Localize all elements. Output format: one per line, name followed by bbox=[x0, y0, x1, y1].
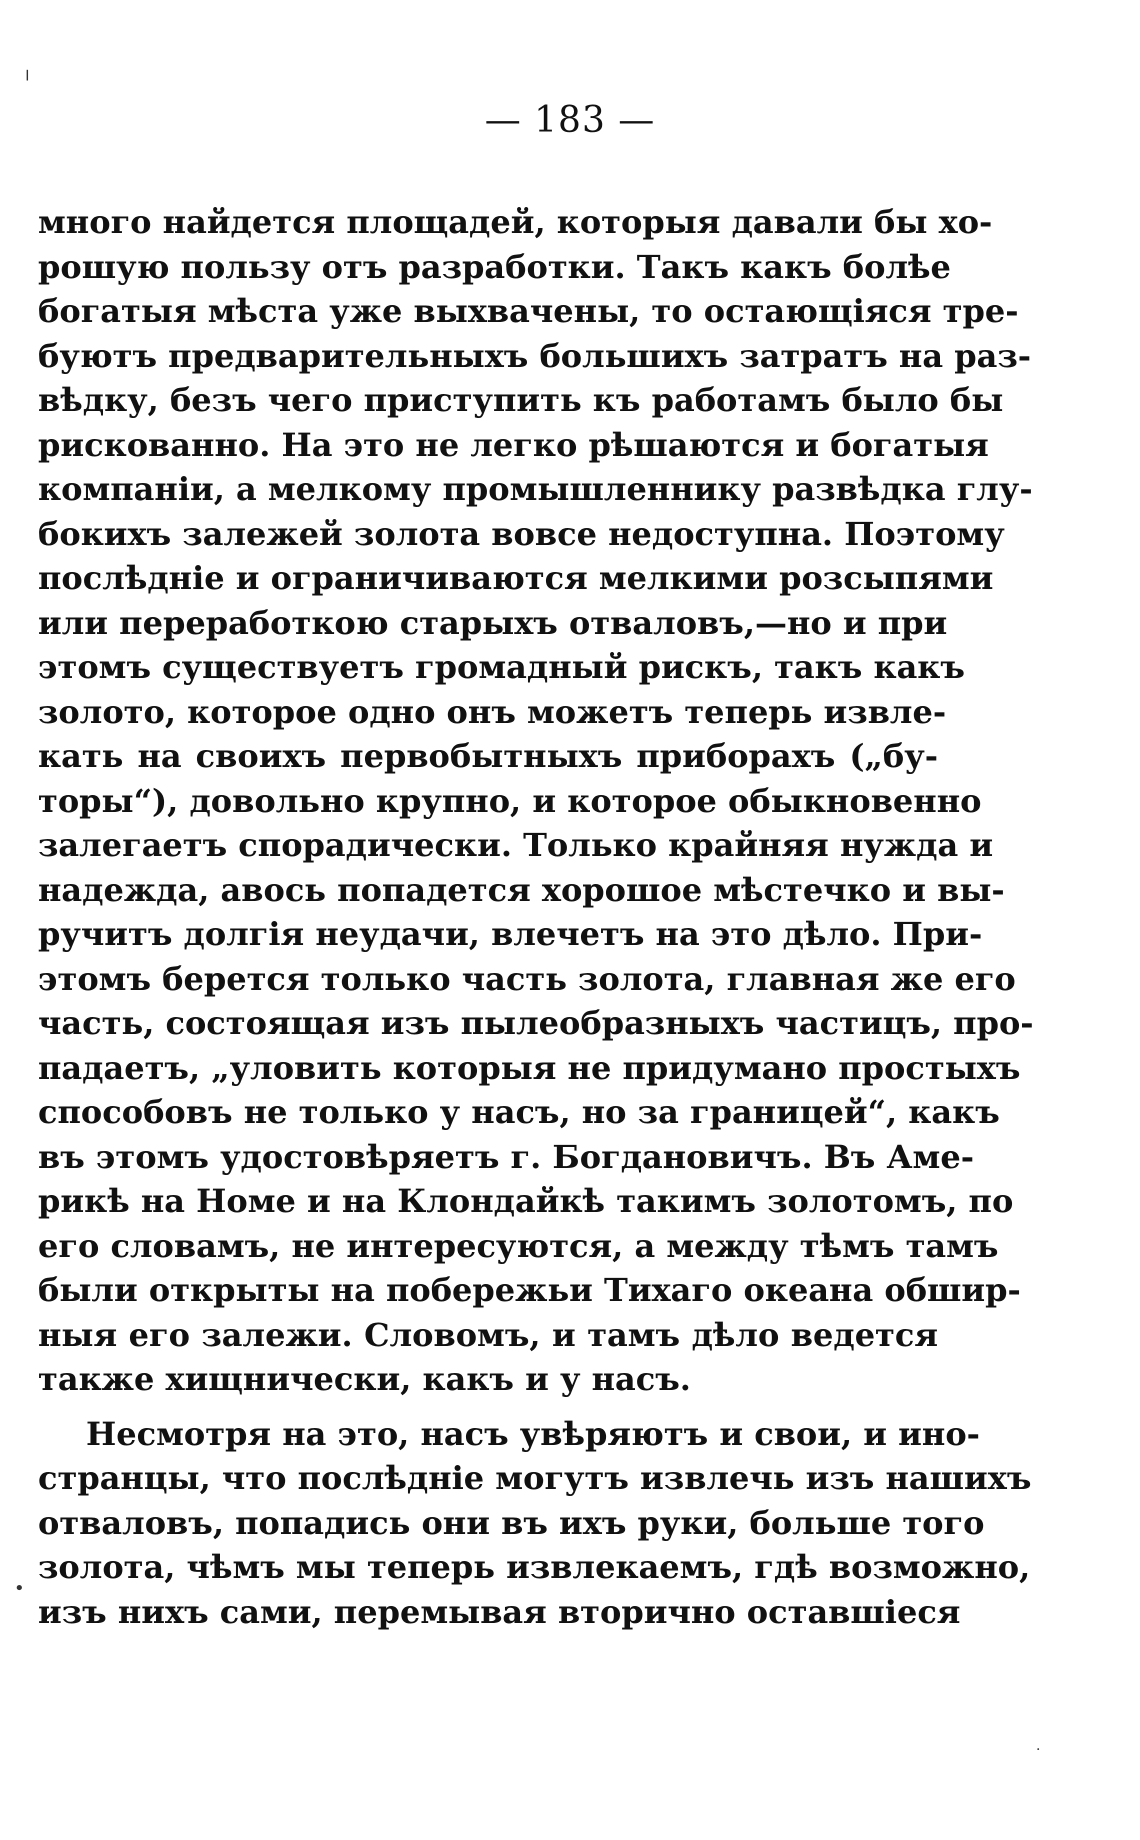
text-line: кать на своихъ первобытныхъ приборахъ („бу- bbox=[38, 737, 938, 775]
text-line: торы“), довольно крупно, и которое обыкновенно bbox=[38, 781, 982, 820]
text-line: бокихъ залежей золота вовсе недоступна. Поэтому bbox=[38, 514, 1005, 553]
text-line: этомъ существуетъ громадный рискъ, такъ какъ bbox=[38, 648, 965, 686]
text-line: много найдется площадей, которыя давали бы хо- bbox=[38, 203, 993, 241]
text-line: золото, которое одно онъ можетъ теперь извле- bbox=[38, 692, 947, 731]
text-line: часть, состоящая изъ пылеобразныхъ частицъ, про- bbox=[38, 1004, 1034, 1042]
margin-mark: ╷ bbox=[22, 60, 33, 81]
text-line: рискованно. На это не легко рѣшаются и богатыя bbox=[38, 425, 989, 464]
text-line: способовъ не только у насъ, но за границей“, какъ bbox=[38, 1093, 1000, 1131]
text-line: Несмотря на это, насъ увѣряютъ и свои, и ино- bbox=[86, 1414, 980, 1453]
text-line: были открыты на побережьи Тихаго океана обшир- bbox=[38, 1271, 1021, 1309]
text-line: этомъ берется только часть золота, главная же его bbox=[38, 959, 1016, 998]
text-line: рошую пользу отъ разработки. Такъ какъ болѣе bbox=[38, 247, 951, 286]
text-line: буютъ предварительныхъ большихъ затратъ на раз- bbox=[38, 336, 1032, 375]
text-line: богатыя мѣста уже выхвачены, то остающіяся тре- bbox=[38, 292, 1019, 330]
text-line: ручитъ долгія неудачи, влечетъ на это дѣло. При- bbox=[38, 915, 983, 953]
paragraph-1 bbox=[38, 200, 1034, 1402]
text-line: послѣдніе и ограничиваются мелкими розсыпями bbox=[38, 559, 994, 597]
text-line: рикѣ на Номе и на Клондайкѣ такимъ золотомъ, по bbox=[38, 1182, 1014, 1220]
text-line: залегаетъ спорадически. Только крайняя нужда и bbox=[38, 826, 994, 864]
text-line: падаетъ, „уловить которыя не придумано простыхъ bbox=[38, 1048, 1021, 1087]
text-line: ныя его залежи. Словомъ, и тамъ дѣло ведется bbox=[38, 1315, 938, 1354]
paragraph-2 bbox=[38, 1412, 1032, 1635]
text-line: странцы, что послѣдніе могутъ извлечь изъ нашихъ bbox=[38, 1459, 1032, 1497]
text-line: компаніи, а мелкому промышленнику развѣдка глу- bbox=[38, 470, 1033, 508]
paragraph-gap bbox=[38, 1402, 938, 1412]
text-line: или переработкою старыхъ отваловъ,—но и при bbox=[38, 603, 948, 642]
text-line: вѣдку, безъ чего приступить къ работамъ было бы bbox=[38, 381, 1004, 419]
text-line: надежда, авось попадется хорошое мѣстечко и вы- bbox=[38, 870, 1005, 909]
body-text bbox=[38, 200, 1034, 1634]
margin-mark: • bbox=[14, 1578, 25, 1599]
text-line: въ этомъ удостовѣряетъ г. Богдановичъ. Въ Аме- bbox=[38, 1137, 974, 1176]
text-line: отваловъ, попадись они въ ихъ руки, больше того bbox=[38, 1503, 985, 1542]
text-line: изъ нихъ сами, перемывая вторично оставшіеся bbox=[38, 1592, 961, 1631]
margin-mark: · bbox=[1036, 1742, 1041, 1758]
page-number: — 183 — bbox=[484, 100, 656, 141]
text-line: также хищнически, какъ и у насъ. bbox=[38, 1360, 691, 1398]
text-line: золота, чѣмъ мы теперь извлекаемъ, гдѣ возможно, bbox=[38, 1548, 1031, 1586]
text-line: его словамъ, не интересуются, а между тѣмъ тамъ bbox=[38, 1226, 999, 1265]
